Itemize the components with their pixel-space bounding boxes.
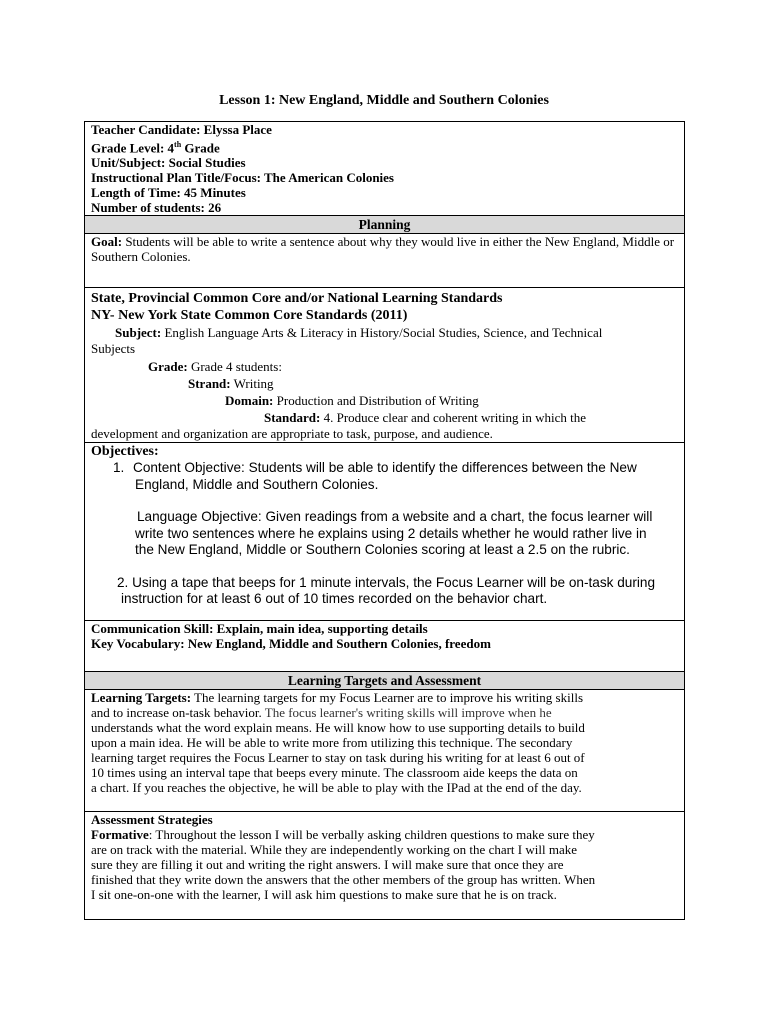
targets-cell	[85, 690, 685, 812]
number-of-students: Number of students: 26	[91, 200, 222, 216]
goal-text: Students will be able to write a sentence about why they would live in either the New England, Middle or Southern Colonies.	[91, 234, 675, 265]
grade-level-sup: th	[174, 140, 182, 149]
standards-domain	[91, 393, 678, 409]
assessment-line5: I sit one-on-one with the learner, I will ask him questions to make sure that he is on track.	[91, 887, 557, 903]
learning-targets-label: Learning Targets:	[91, 690, 192, 706]
standards-subject-cont: Subjects	[91, 341, 136, 357]
goal-row	[85, 234, 685, 288]
language-objective-cont	[91, 526, 678, 559]
targets-line6: 10 times using an interval tape that beeps every minute. The classroom aide keeps the data on	[91, 765, 578, 781]
grade-label: Grade:	[148, 359, 188, 375]
plan-title-focus: Instructional Plan Title/Focus: The American Colonies	[91, 170, 394, 186]
goal-label: Goal:	[91, 234, 123, 250]
objectives-cell	[85, 443, 685, 621]
content-objective-line2: England, Middle and Southern Colonies.	[135, 476, 379, 492]
standards-grade	[91, 359, 678, 375]
language-objective-line1: Language Objective: Given readings from a website and a chart, the focus learner will	[137, 509, 653, 525]
standard-text: 4. Produce clear and coherent writing in which the	[320, 410, 587, 426]
objectives-row	[85, 443, 685, 621]
teacher-candidate: Teacher Candidate: Elyssa Place	[91, 122, 272, 137]
targets-line7: a chart. If you reaches the objective, he will be able to play with the IPad at the end of the day.	[91, 780, 582, 796]
targets-row	[85, 690, 685, 812]
assessment-line1: : Throughout the lesson I will be verbally asking children questions to make sure they	[148, 827, 595, 843]
standard-label: Standard:	[264, 410, 321, 426]
formative-label: Formative	[91, 827, 149, 843]
assessment-cell	[85, 812, 685, 920]
targets-line5: learning target requires the Focus Learner to stay on task during his writing for at least 6 out of	[91, 750, 585, 766]
communication-cell	[85, 621, 685, 672]
assessment-line3: sure they are filling it out and writing the right answers. I will make sure that once they are	[91, 857, 564, 873]
grade-level	[91, 137, 678, 155]
targets-line2a: and to increase on-task behavior.	[91, 705, 265, 721]
strand-text: Writing	[230, 376, 274, 392]
communication-row	[85, 621, 685, 672]
lesson-plan-table	[84, 121, 685, 920]
strand-label: Strand:	[188, 376, 231, 392]
length-of-time: Length of Time: 45 Minutes	[91, 185, 246, 201]
assessment-line4: finished that they write down the answers that the other members of the group has written. When	[91, 872, 596, 888]
targets-heading-row	[85, 672, 685, 690]
standards-cell	[85, 288, 685, 443]
standards-subject	[91, 325, 678, 341]
planning-heading-row	[85, 216, 685, 234]
standards-heading: State, Provincial Common Core and/or National Learning Standards	[91, 291, 503, 307]
standards-standard	[91, 410, 678, 426]
targets-line1: The learning targets for my Focus Learner are to improve his writing skills	[191, 690, 584, 706]
goal-cell	[85, 234, 685, 288]
behavior-objective-line1: 2. Using a tape that beeps for 1 minute intervals, the Focus Learner will be on-task during	[117, 574, 656, 590]
objective-number-1: 1.	[113, 460, 125, 476]
standards-standard-cont: development and organization are appropriate to task, purpose, and audience.	[91, 426, 493, 442]
subject-label: Subject:	[115, 325, 162, 341]
grade-level-prefix: Grade Level: 4	[91, 140, 175, 156]
domain-text: Production and Distribution of Writing	[273, 393, 479, 409]
behavior-objective	[91, 575, 678, 608]
targets-heading: Learning Targets and Assessment	[85, 672, 685, 690]
key-vocabulary: Key Vocabulary: New England, Middle and Southern Colonies, freedom	[91, 636, 491, 652]
subject-text: English Language Arts & Literacy in History/Social Studies, Science, and Technical	[161, 325, 603, 341]
assessment-row	[85, 812, 685, 920]
unit-subject: Unit/Subject: Social Studies	[91, 155, 246, 171]
assessment-line2: are on track with the material. While they are independently working on the chart I will make	[91, 842, 578, 858]
content-objective	[91, 460, 678, 493]
info-cell	[85, 122, 685, 216]
targets-line2b: The focus learner's writing skills will improve when he	[264, 705, 552, 721]
document-title: Lesson 1: New England, Middle and Southern Colonies	[219, 93, 549, 108]
assessment-heading: Assessment Strategies	[91, 812, 213, 828]
grade-level-suffix: Grade	[181, 140, 220, 156]
content-objective-line1: Content Objective: Students will be able to identify the differences between the New	[133, 460, 637, 476]
language-objective-line3: the New England, Middle or Southern Colonies scoring at least a 2.5 on the rubric.	[135, 542, 630, 558]
info-row	[85, 122, 685, 216]
standards-row	[85, 288, 685, 443]
ny-standards-heading: NY- New York State Common Core Standards (2011)	[91, 308, 408, 324]
targets-line3: understands what the word explain means. He will know how to use supporting details to build	[91, 720, 585, 736]
standards-strand	[91, 376, 678, 392]
behavior-objective-line2: instruction for at least 6 out of 10 times recorded on the behavior chart.	[121, 591, 548, 607]
language-objective-line2: write two sentences where he explains using 2 details whether he would rather live in	[135, 525, 647, 541]
domain-label: Domain:	[225, 393, 274, 409]
language-objective	[91, 509, 678, 526]
targets-line4: upon a main idea. He will be able to write more from utilizing this technique. The secondary	[91, 735, 573, 751]
planning-heading: Planning	[85, 216, 685, 234]
objectives-heading: Objectives:	[91, 444, 159, 460]
grade-text: Grade 4 students:	[187, 359, 282, 375]
communication-skill: Communication Skill: Explain, main idea, supporting details	[91, 621, 428, 637]
